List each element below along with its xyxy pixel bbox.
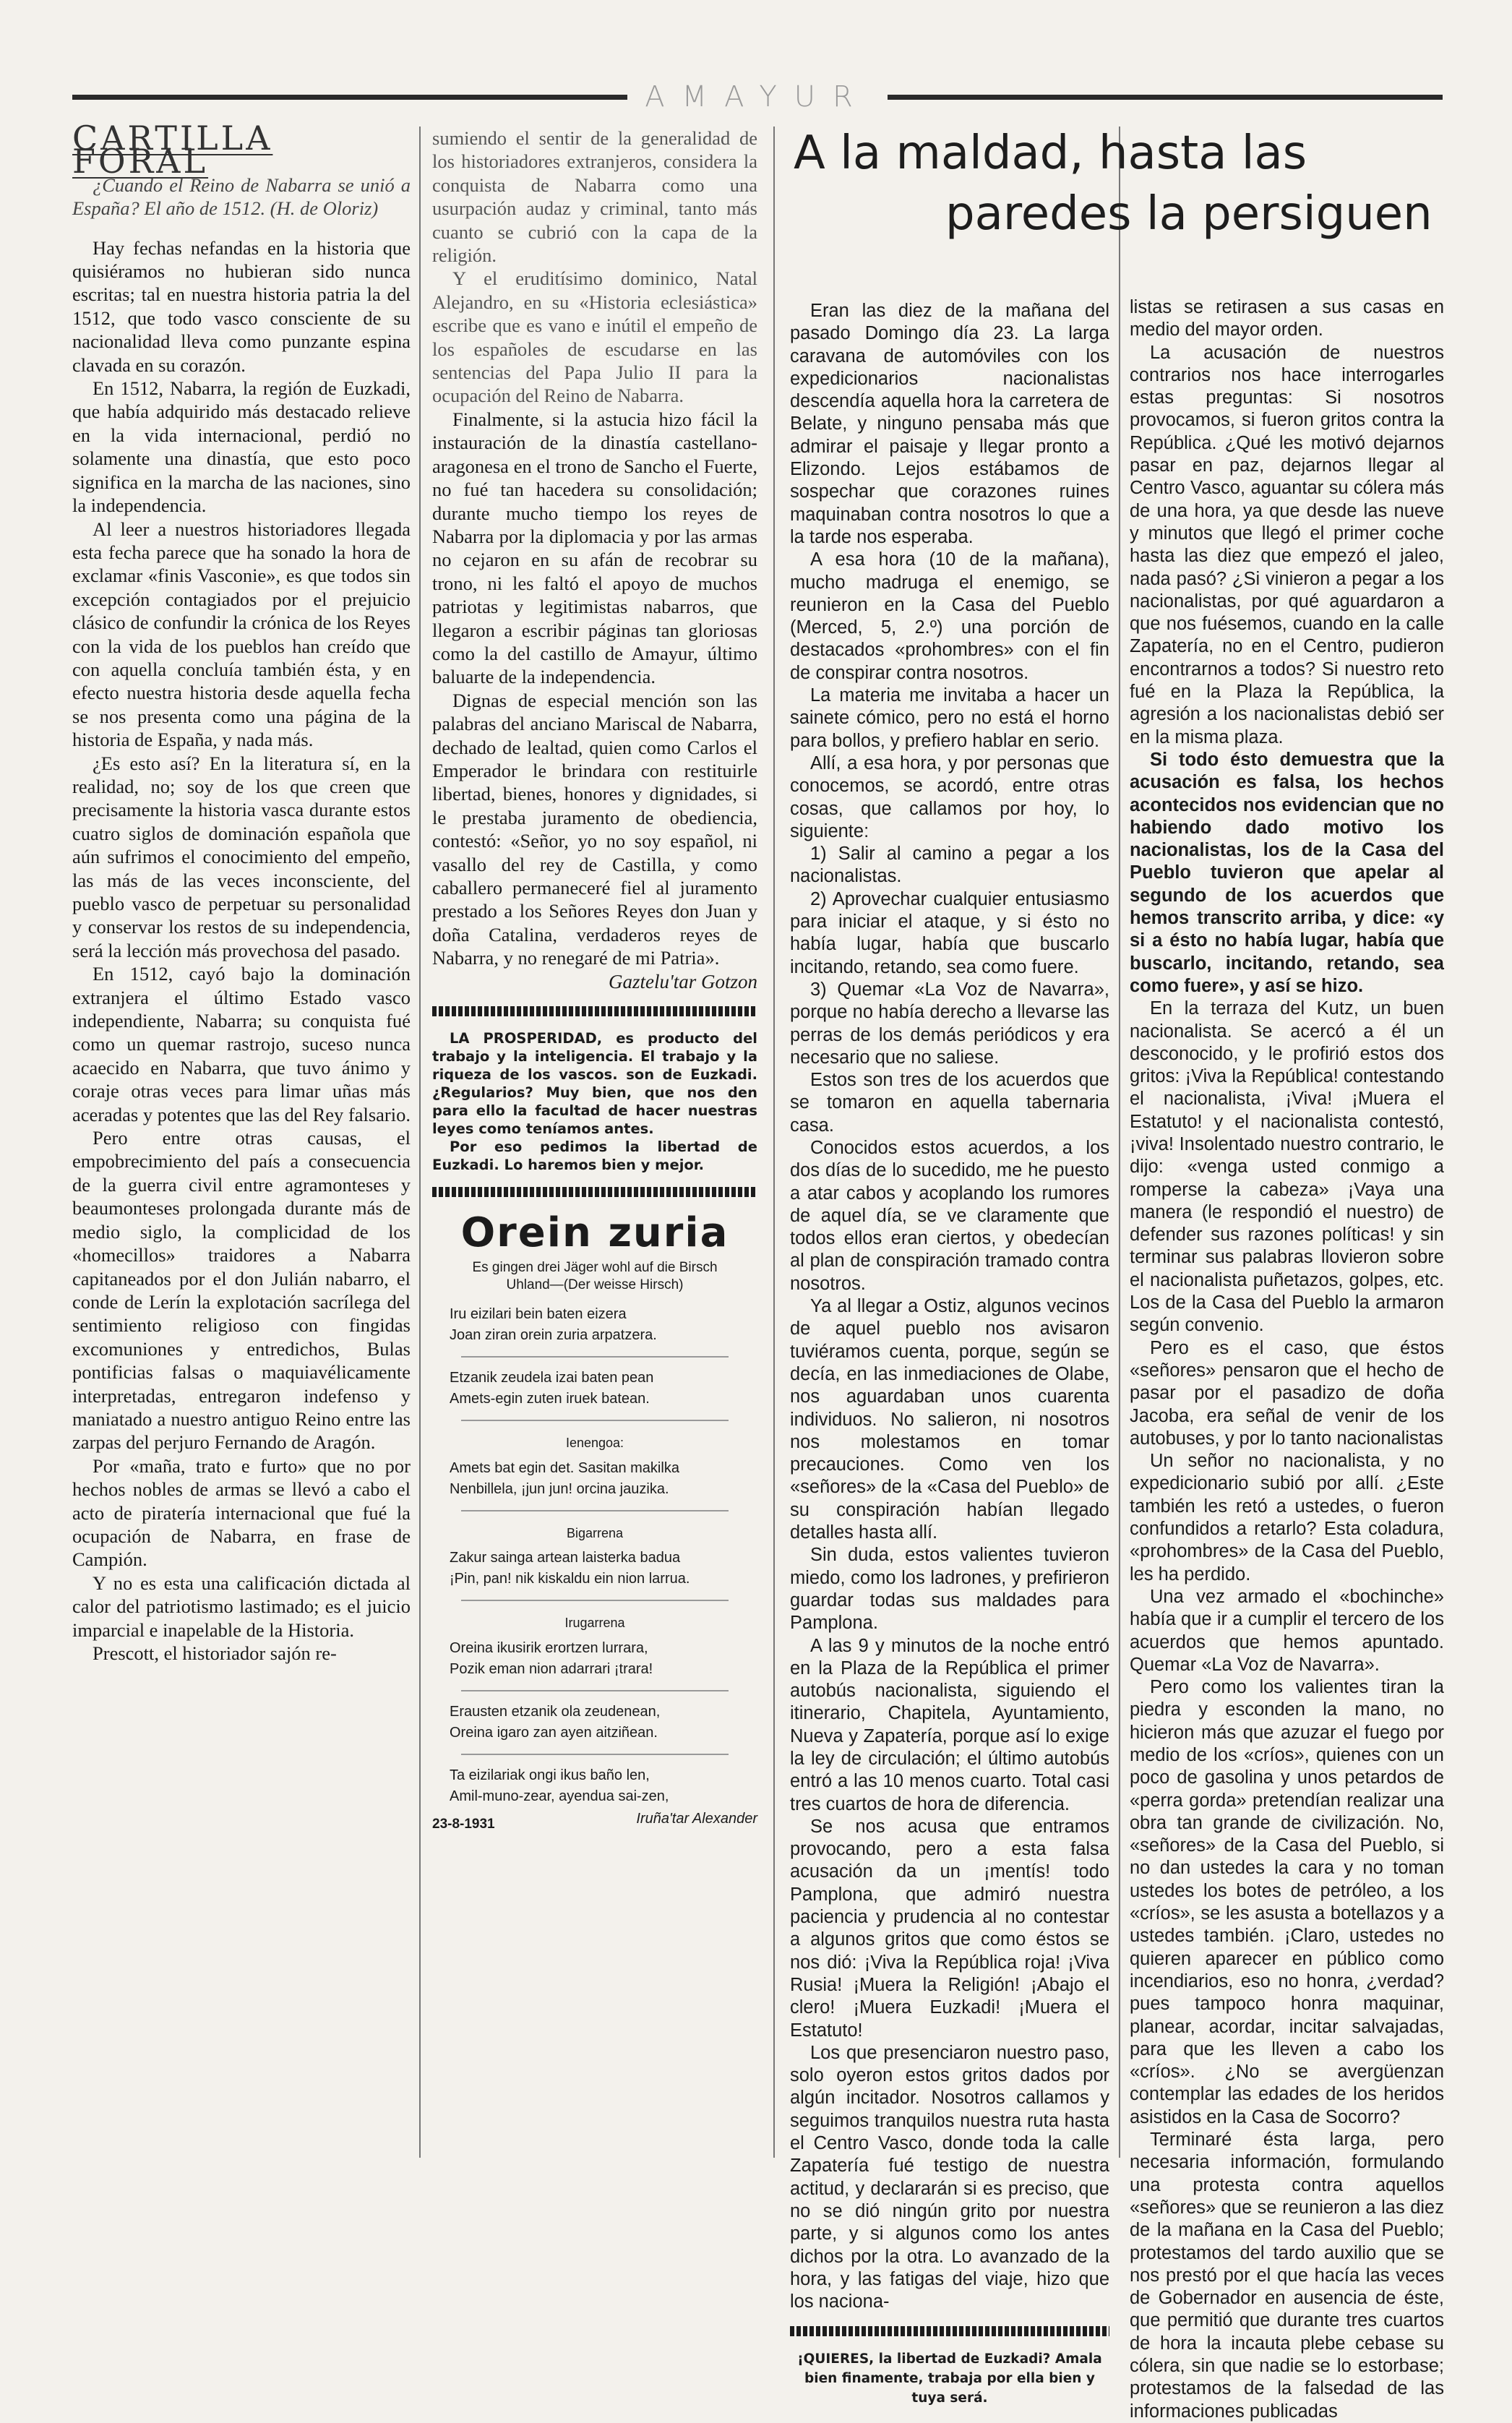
article-paragraph: La acusación de nuestros contrarios nos hace interrogarles estas preguntas: Si nosotros provocamos, si fueron gritos contra la República. ¿Qué les motivó dejarnos pasar en paz, dejarnos llegar al Centro Vasco, aguantar su cólera más de una hora, ya que desde las nueve y minutos que llegó el primer coche hasta las diez que empezó el jaleo, nada pasó? ¿Si vinieron a pegar a los nacionalistas, por qué aguardaron a que nos fuésemos, cuando en la calle Zapatería, no en el Centro, pudieron encontrarnos a todos? Si nuestro reto fué en la Plaza la República, la agresión a los nacionalistas debió ser en la misma plaza. <box>1130 342 1444 747</box>
cartilla-paragraph: Por «maña, trato e furto» que no por hechos nobles de armas se llevó a cabo el acto de piratería internacional que fué la ocupación de Nabarra, en frase de Campión. <box>72 1454 411 1571</box>
poem-stanza <box>432 1638 757 1680</box>
poem-speaker: Ienengoa: <box>565 1436 624 1451</box>
poem-epigraph-line: Uhland—(Der weisse Hirsch) <box>506 1277 684 1293</box>
poem-line: Etzanik zeudela izai baten pean <box>450 1370 654 1386</box>
article-paragraph: Eran las diez de la mañana del pasado Domingo día 23. La larga caravana de automóviles con los expedicionarios nacionalistas descendía aquella hora la carretera de Belate, y ninguno pensaba más que admirar el paisaje y llegar pronto a Elizondo. Lejos estábamos de sospechar que corazones ruines maquinaban contra nosotros lo que a la tarde nos esperaba. <box>790 301 1109 547</box>
cartilla-paragraph: Finalmente, si la astucia hizo fácil la instauración de la dinastía castellano-aragonesa en el trono de Sancho el Fuerte, no fué tan hacedera su consolidación; durante mucho tiempo los reyes de Nabarra por la diplomacia y por las armas no cejaron en su afán de recobrar su trono, ni les faltó el apoyo de muchos patriotas y legitimistas nabarros, que llegaron a escribir páginas tan gloriosas como la del castillo de Amayur, último baluarte de la independencia. <box>432 408 757 688</box>
article-paragraph: listas se retirasen a sus casas en medio del mayor orden. <box>1130 297 1444 340</box>
article-paragraph: 3) Quemar «La Voz de Navarra», porque no había derecho a llevarse las perras de los demás periódicos y era necesario que no saliese. <box>790 979 1109 1068</box>
article-headline <box>790 123 1444 244</box>
article-column-3 <box>790 300 1109 2406</box>
cartilla-paragraph: ¿Es esto así? En la literatura sí, en la realidad, no; soy de los que creen que precisamente la historia vasca durante estos cuatro siglos de dominación española que aún sufrimos el conocimiento del empeño, las más de las veces inconsciente, del pueblo vasco de perpetuar su personalidad y conservar los restos de su independencia, será la lección más provechosa del pasado. <box>72 752 411 961</box>
stanza-divider <box>461 1420 729 1421</box>
decorative-rule <box>432 1187 757 1197</box>
poem-stanza <box>432 1548 757 1590</box>
poem-stanza <box>432 1304 757 1346</box>
cartilla-quote: ¿Cuando el Reino de Nabarra se unió a España? El año de 1512. (H. de Oloriz) <box>72 173 411 220</box>
cartilla-paragraph: sumiendo el sentir de la generalidad de los historiadores extranjeros, considera la conquista de Nabarra como una usurpación audaz y criminal, tanto más cuanto se cubrió con la capa de la religión. <box>432 127 757 267</box>
decorative-rule <box>790 2326 1109 2336</box>
stanza-divider <box>461 1600 729 1601</box>
article-paragraph: Ya al llegar a Ostiz, algunos vecinos de aquel pueblo nos avisaron tuviéramos cuenta, porque, según se decía, en las inmediaciones de Olabe, nos aguardaban unos cuarenta individuos. No salieron, ni nosotros nos molestamos en tomar precauciones. Como ven los «señores» de la «Casa del Pueblo» de su conspiración habían llegado detalles hasta allí. <box>790 1296 1109 1543</box>
poem-line: Oreina ikusirik erortzen lurrara, <box>450 1639 648 1656</box>
article-column-4 <box>1130 296 1444 2422</box>
article-paragraph: Los que presenciaron nuestro paso, solo oyeron estos gritos dados por algún incitador. Nosotros callamos y seguimos tranquilos nuestra ruta hasta el Centro Vasco, donde toda la calle Zapatería fué testigo de nuestra actitud, y declararán si es preciso, que no se dió ningún grito por nuestra parte, y si algunos como los antes dichos por la otra. Lo avanzado de la hora, y las fatigas del viaje, hizo que los naciona- <box>790 2042 1109 2312</box>
article-paragraph: Terminaré ésta larga, pero necesaria información, formulando una protesta contra aquellos «señores» que se reunieron a las diez de la mañana en la Casa del Pueblo; protestamos del tardo auxilio que se nos prestó por el que hacía las veces de Gobernador en ausencia de éste, que permitió que durante tres cuartos de hora la incauta plebe cebase su cólera, sin que nadie se lo estorbase; protestamos de la falsedad de las informaciones publicadas <box>1130 2130 1444 2422</box>
poem-line: Ta eizilariak ongi ikus baño len, <box>450 1767 650 1783</box>
article-paragraph: Se nos acusa que entramos provocando, pero a esta falsa acusación da un ¡mentís! todo Pamplona, que admiró nuestra paciencia y prudencia al no contestar a algunos gritos que como éstos se nos dió: ¡Viva la República roja! ¡Viva Rusia! ¡Muera la Religión! ¡Abajo el clero! ¡Muera Euzkadi! ¡Muera el Estatuto! <box>790 1816 1109 2041</box>
cartilla-column-2 <box>432 126 757 2136</box>
cartilla-paragraph: Y el eruditísimo dominico, Natal Alejandro, en su «Historia eclesiástica» escribe que es vano e inútil el empeño de los españoles de escudarse en las sentencias del Papa Julio II para la ocupación del Reino de Nabarra. <box>432 267 757 407</box>
article-paragraph: Pero es el caso, que éstos «señores» pensaron que el hecho de pasar por el pasadizo de doña Jacoba, era señal de venir de los autobuses, y por lo tanto nacionalistas <box>1130 1337 1444 1449</box>
masthead-rule-right <box>888 95 1443 100</box>
article-paragraph: Si todo ésto demuestra que la acusación es falsa, los hechos acontecidos nos evidencian que no habiendo dado motivo los nacionalistas, los de la Casa del Pueblo tuvieron que apelar al segundo de los acuerdos que hemos transcrito arriba, y dice: «y si a ésto no había lugar, había que buscarlo, incitando, retando, sea como fuere», y así se hizo. <box>1130 749 1444 996</box>
poem-line: Oreina igaro zan ayen aitziñean. <box>450 1724 658 1741</box>
masthead <box>72 75 1443 119</box>
cartilla-paragraph: Hay fechas nefandas en la historia que quisiéramos no hubieran sido nunca escritas; tal en nuestra historia patria la del 1512, que todo vasco consciente de su nacionalidad lleva como punzante espina clavada en su corazón. <box>72 236 411 376</box>
masthead-title: AMAYUR <box>645 80 870 113</box>
poem-line: Amil-muno-zear, ayendua sai-zen, <box>450 1788 669 1804</box>
poem-line: Iru eizilari bein baten eizera <box>450 1306 627 1323</box>
poem-stanza <box>432 1368 757 1410</box>
article-paragraph: Una vez armado el «bochinche» había que ir a cumplir el tercero de los acuerdos que hemos apuntado. Quemar «La Voz de Navarra». <box>1130 1586 1444 1675</box>
poem-epigraph-line: Es gingen drei Jäger wohl auf die Birsch <box>472 1260 718 1276</box>
decorative-rule <box>432 1006 757 1016</box>
headline-line: A la maldad, hasta las <box>794 126 1307 180</box>
article-paragraph: Estos son tres de los acuerdos que se tomaron en aquella tabernaria casa. <box>790 1070 1109 1136</box>
poem-title: Orein zuria <box>460 1209 729 1257</box>
poem-stanza <box>432 1765 757 1807</box>
stanza-divider <box>461 1510 729 1511</box>
headline-line: paredes la persiguen <box>945 187 1432 241</box>
cartilla-paragraph: Dignas de especial mención son las palabras del anciano Mariscal de Nabarra, dechado de lealtad, quien como Carlos el Emperador le brindara con restituirle libertad, bienes, honores y dignidades, si le prestaba juramento de obediencia, contestó: «Señor, yo no soy español, ni vasallo del rey de Castilla, y como caballero permaneceré fiel al juramento prestado a los Señores Reyes don Juan y doña Catalina, verdaderos reyes de Nabarra, y no renegaré de mi Patria». <box>432 689 757 969</box>
stanza-divider <box>461 1356 729 1358</box>
article-paragraph: A las 9 y minutos de la noche entró en la Plaza de la República el primer autobús nacionalista, siguiendo el itinerario, Chapitela, Ayuntamiento, Nueva y Zapatería, porque así lo exige la ley de circulación; el último autobús entró a las 10 menos cuarto. Total casi tres cuartos de hora de diferencia. <box>790 1635 1109 1814</box>
article-paragraph: En la terraza del Kutz, un buen nacionalista. Se acercó a él un desconocido, y le profirió estos dos gritos: ¡Viva la República! contestando el nacionalista, ¡Viva! ¡Muera el Estatuto! y el nacionalista contestó, ¡viva! Insolentado nuestro contrario, le dijo: «venga usted conmigo a romperse la cabeza» ¡Vaya una manera (le respondió el nuestro) de defender sus razones políticas! y sin terminar sus palabras llovieron sobre el nacionalista puñetazos, golpes, etc. Los de la Casa del Pueblo la armaron según convenio. <box>1130 998 1444 1336</box>
cartilla-paragraph: Prescott, el historiador sajón re- <box>93 1642 337 1664</box>
cartilla-column-1 <box>72 119 411 2136</box>
cartilla-paragraph: En 1512, cayó bajo la dominación extranjera el último Estado vasco independiente, Nabarra; su conquista fué como un quemar rastrojo, suceso nunca acaecido en Nabarra, que tuvo ánimo y coraje otras veces para limar uñas más aceradas y potentes que las del Rey falsario. <box>72 963 411 1125</box>
poem-line: Nenbillela, ¡jun jun! orcina jauzika. <box>450 1480 669 1497</box>
prosperidad-text: LA PROSPERIDAD, es producto del trabajo y la inteligencia. El trabajo y la riqueza de los vascos. son de Euzkadi. ¿Regularios? Muy bien, que nos den para ello la facultad de hacer nuestras leyes como teníamos antes. <box>432 1030 757 1138</box>
poem-line: Zakur sainga artean laisterka badua <box>450 1550 681 1566</box>
poem-line: Pozik eman nion adarrari ¡trara! <box>450 1660 653 1677</box>
article-paragraph: Sin duda, estos valientes tuvieron miedo, como los ladrones, y prefirieron guardar todas sus maldades para Pamplona. <box>790 1545 1109 1634</box>
column-divider <box>773 126 775 2158</box>
poem-speaker: Bigarrena <box>566 1525 624 1540</box>
quieres-notice: ¡QUIERES, la libertad de Euzkadi? Amala bien finamente, trabaja por ella bien y tuya será. <box>797 2351 1102 2406</box>
article-paragraph: Pero como los valientes tiran la piedra y esconden la mano, no hicieron más que azuzar el fuego por medio de los «críos», quienes con un poco de gasolina y unos petardos de «perra gorda» pretendían realizar una obra tan grande de civilización. No, «señores» de la Casa del Pueblo, si no dan ustedes la cara y no toman ustedes los botes de petróleo, a los «críos», se les asusta a botellazos y a ustedes también. ¡Claro, ustedes no quieren aparecer en público como incendiarios, eso no honra, ¿verdad? pues tampoco honra maquinar, planear, acordar, incitar salvajadas, para que les lleven a cabo los «críos». ¿No se avergüenzan contemplar las edades de los heridos asistidos en la Casa de Socorro? <box>1130 1677 1444 2127</box>
poem-stanza <box>432 1458 757 1500</box>
article-paragraph: Un señor no nacionalista, y no expedicionario subió por allí. ¿Este también les retó a ustedes, o fueron confundidos a retarlo? Esta coladura, «prohombres» de la Casa del Pueblo, les ha perdido. <box>1130 1451 1444 1584</box>
cartilla-paragraph: Pero entre otras causas, el empobrecimiento del país a consecuencia de la guerra civil entre agramonteses y beaumonteses prolongada durante más de medio siglo, la complicidad de los «homecillos» traidores a Nabarra capitaneados por el don Julián nabarro, el conde de Lerín la explotación sacrílega del sentimiento religioso con fingidas excomuniones y entredichos, Bulas pontificias falsas o maquiavélicamente interpretadas, entregaron indefenso y maniatado a nuestro antiguo Reino entre las zarpas del perjuro Fernando de Aragón. <box>72 1127 411 1454</box>
article-paragraph: 2) Aprovechar cualquier entusiasmo para iniciar el ataque, y si ésto no había lugar, había que buscarlo incitando, retando, sea como fuere. <box>790 888 1109 977</box>
poem-author: Iruña'tar Alexander <box>636 1810 757 1827</box>
prosperidad-text: Por eso pedimos la libertad de Euzkadi. Lo haremos bien y mejor. <box>432 1138 757 1174</box>
poem-line: ¡Pin, pan! nik kiskaldu ein nion larrua. <box>450 1571 690 1587</box>
article-paragraph: La materia me invitaba a hacer un sainete cómico, pero no está el horno para bollos, y prefiero hablar en serio. <box>790 685 1109 751</box>
poem-line: Amets bat egin det. Sasitan makilka <box>450 1459 679 1476</box>
masthead-rule-left <box>72 95 627 100</box>
poem-line: Erausten etzanik ola zeudenean, <box>450 1703 661 1720</box>
cartilla-signature: Gaztelu'tar Gotzon <box>608 970 757 992</box>
poem-speaker: Irugarrena <box>564 1616 625 1631</box>
poem-line: Amets-egin zuten iruek batean. <box>450 1391 650 1407</box>
poem-stanza <box>432 1702 757 1744</box>
poem-epigraph <box>432 1259 757 1294</box>
column-divider <box>419 126 421 2158</box>
article-paragraph: Allí, a esa hora, y por personas que conocemos, se acordó, entre otras cosas, que callamos por hoy, lo siguiente: <box>790 752 1109 841</box>
cartilla-paragraph: Al leer a nuestros historiadores llegada esta fecha parece que ha sonado la hora de exclamar «finis Vasconie», es que todos sin excepción contagiados por el prejuicio clásico de confundir la crónica de los Reyes con la vida de los pueblos han creído que con aquella concluía también ésta, y en efecto nuestra historia desde aquella fecha se nos presenta como una página de la historia de España, y nada más. <box>72 518 411 751</box>
column-divider <box>1119 126 1120 2158</box>
article-paragraph: A esa hora (10 de la mañana), mucho madruga el enemigo, se reunieron en la Casa del Pueblo (Merced, 5, 2.º) una porción de destacados «prohombres» con el fin de conspirar contra nosotros. <box>790 549 1109 683</box>
poem-line: Joan ziran orein zuria arpatzera. <box>450 1327 657 1344</box>
prosperidad-notice <box>432 1029 757 1174</box>
cartilla-paragraph: Y no es esta una calificación dictada al calor del patriotismo lastimado; es el juicio imparcial e inapelable de la Historia. <box>72 1571 411 1641</box>
poem-date: 23-8-1931 <box>432 1817 495 1832</box>
cartilla-title: CARTILLA FORAL <box>72 119 273 181</box>
stanza-divider <box>461 1754 729 1755</box>
stanza-divider <box>461 1690 729 1691</box>
cartilla-paragraph: En 1512, Nabarra, la región de Euzkadi, que había adquirido más destacado relieve en la vida internacional, perdió no solamente una dinastía, que esto poco significa en la marcha de las naciones, sino la independencia. <box>72 377 411 517</box>
article-paragraph: Conocidos estos acuerdos, a los dos días de lo sucedido, me he puesto a atar cabos y acoplando los rumores de aquel día, se ve claramente que todos ellos eran ciertos, y obedecían al plan de conspiración tramado contra nosotros. <box>790 1137 1109 1294</box>
article-paragraph: 1) Salir al camino a pegar a los nacionalistas. <box>790 844 1109 887</box>
